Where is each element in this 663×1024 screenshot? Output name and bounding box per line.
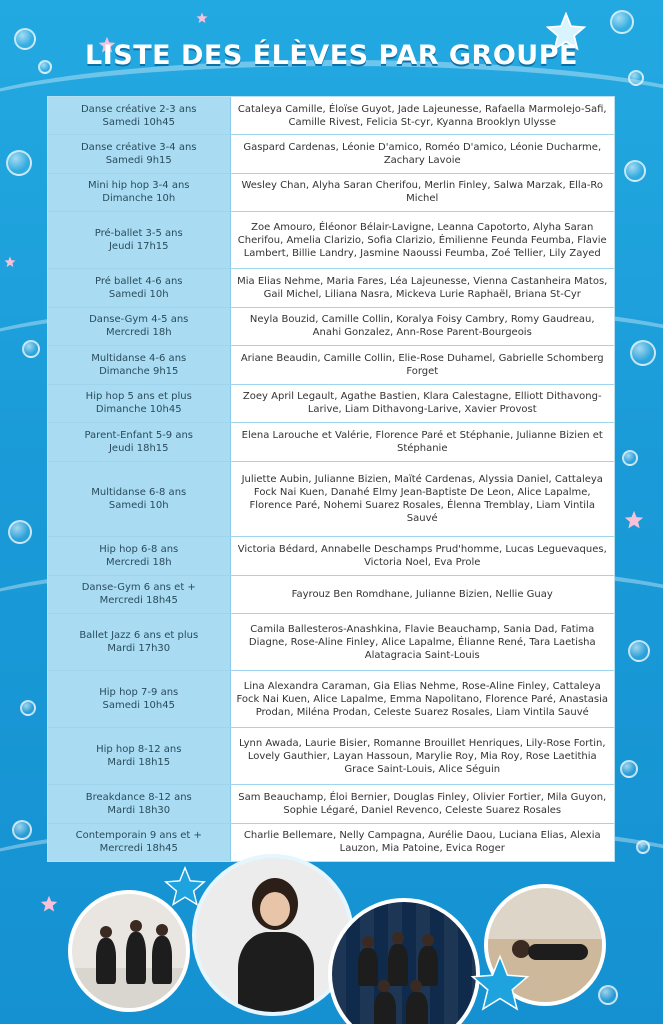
bubble-decoration: [20, 700, 36, 716]
group-name: Ballet Jazz 6 ans et plus: [79, 630, 199, 642]
group-name: Danse-Gym 6 ans et +: [81, 582, 196, 594]
group-schedule: Jeudi 17h15: [108, 241, 169, 253]
group-schedule: Samedi 10h45: [102, 116, 175, 128]
table-row: [48, 423, 614, 461]
table-row: [48, 728, 614, 785]
group-schedule: Samedi 10h45: [102, 700, 175, 712]
group-schedule: Mardi 18h30: [107, 804, 171, 816]
table-row: [48, 575, 614, 613]
students-cell: Mia Elias Nehme, Maria Fares, Léa Lajeunesse, Vienna Castanheira Matos, Gail Michel, Liliana Nasra, Mickeva Lurie Raphaël, Briana St-Cyr: [230, 269, 614, 307]
group-cell: [48, 575, 230, 613]
group-schedule: Samedi 10h: [108, 499, 169, 511]
table-row: [48, 823, 614, 861]
table-row: [48, 307, 614, 345]
table-row: [48, 461, 614, 537]
photo-collage: [0, 862, 663, 1024]
group-name: Hip hop 6-8 ans: [99, 543, 179, 555]
group-name: Hip hop 7-9 ans: [99, 687, 179, 699]
students-cell: Wesley Chan, Alyha Saran Cherifou, Merlin Finley, Salwa Marzak, Ella-Ro Michel: [230, 173, 614, 211]
table-row: [48, 269, 614, 307]
group-name: Multidanse 4-6 ans: [91, 352, 187, 364]
group-schedule: Mardi 17h30: [107, 643, 171, 655]
bubble-decoration: [622, 450, 638, 466]
students-cell: Juliette Aubin, Julianne Bizien, Maïté Cardenas, Alyssia Daniel, Cattaleya Fock Nai Kuen, Danahé Elmy Jean-Baptiste De Leon, Alice Lapalme, Florence Paré, Nohemi Suarez Rosales, Élenna Tremblay, Liam Vintila Sauvé: [230, 461, 614, 537]
pink-star-icon: [196, 12, 208, 24]
students-cell: Zoey April Legault, Agathe Bastien, Klara Calestagne, Elliott Dithavong-Larive, Liam Dithavong-Larive, Xavier Provost: [230, 384, 614, 422]
group-cell: [48, 346, 230, 384]
group-cell: [48, 307, 230, 345]
group-name: Pré ballet 4-6 ans: [94, 275, 183, 287]
students-cell: Sam Beauchamp, Éloi Bernier, Douglas Finley, Olivier Fortier, Mila Guyon, Sophie Légaré, Daniel Revenco, Celeste Suarez Rosales: [230, 785, 614, 823]
students-cell: Victoria Bédard, Annabelle Deschamps Prud'homme, Lucas Leguevaques, Victoria Noel, Eva Prole: [230, 537, 614, 575]
bubble-decoration: [22, 340, 40, 358]
pink-star-icon: [624, 510, 644, 530]
blue-star-icon: [470, 954, 530, 1014]
student-list-table: [47, 96, 615, 862]
group-name: Hip hop 8-12 ans: [96, 744, 182, 756]
students-cell: Cataleya Camille, Éloïse Guyot, Jade Lajeunesse, Rafaella Marmolejo-Safi, Camille Rivest, Felicia St-cyr, Kyanna Brooklyn Ulysse: [230, 97, 614, 135]
bubble-decoration: [630, 340, 656, 366]
group-name: Multidanse 6-8 ans: [91, 486, 187, 498]
group-name: Pré-ballet 3-5 ans: [94, 228, 183, 240]
group-cell: [48, 269, 230, 307]
group-schedule: Samedi 10h: [108, 288, 169, 300]
group-schedule: Mardi 18h15: [107, 757, 171, 769]
group-cell: [48, 614, 230, 671]
bubble-decoration: [8, 520, 32, 544]
group-schedule: Mercredi 18h: [105, 327, 172, 339]
students-cell: Neyla Bouzid, Camille Collin, Koralya Foisy Cambry, Romy Gaudreau, Anahi Gonzalez, Ann-Rose Parent-Bourgeois: [230, 307, 614, 345]
group-cell: [48, 97, 230, 135]
students-cell: Camila Ballesteros-Anashkina, Flavie Beauchamp, Sania Dad, Fatima Diagne, Rose-Aline Finley, Alice Lapalme, Élianne René, Tara Laetisha Alatagracia Saint-Louis: [230, 614, 614, 671]
students-cell: Lina Alexandra Caraman, Gia Elias Nehme, Rose-Aline Finley, Cattaleya Fock Nai Kuen, Alice Lapalme, Emma Napolitano, Florence Paré, Anastasia Prodan, Miléna Prodan, Celeste Suarez Rosales, Liam Vintila Sauvé: [230, 671, 614, 728]
dancers-group-photo: [68, 890, 190, 1012]
students-cell: Fayrouz Ben Romdhane, Julianne Bizien, Nellie Guay: [230, 575, 614, 613]
bubble-decoration: [628, 70, 644, 86]
blue-star-icon: [164, 866, 206, 908]
page-title: LISTE DES ÉLÈVES PAR GROUPE: [85, 40, 578, 71]
table-row: [48, 384, 614, 422]
group-cell: [48, 823, 230, 861]
group-schedule: Dimanche 9h15: [99, 365, 179, 377]
bubble-decoration: [620, 760, 638, 778]
group-cell: [48, 461, 230, 537]
group-name: Breakdance 8-12 ans: [85, 791, 192, 803]
group-cell: [48, 135, 230, 173]
group-schedule: Jeudi 18h15: [108, 442, 169, 454]
bubble-decoration: [6, 150, 32, 176]
group-cell: [48, 785, 230, 823]
students-cell: Charlie Bellemare, Nelly Campagna, Aurélie Daou, Luciana Elias, Alexia Lauzon, Mia Patoine, Evica Roger: [230, 823, 614, 861]
group-schedule: Mercredi 18h45: [99, 595, 178, 607]
group-schedule: Mercredi 18h: [105, 556, 172, 568]
group-schedule: Samedi 9h15: [105, 155, 172, 166]
group-schedule: Mercredi 18h45: [99, 843, 178, 855]
pink-star-icon: [4, 256, 16, 268]
group-cell: [48, 537, 230, 575]
bubble-decoration: [610, 10, 634, 34]
table-row: [48, 346, 614, 384]
group-cell: [48, 671, 230, 728]
group-cell: [48, 423, 230, 461]
group-name: Contemporain 9 ans et +: [75, 830, 202, 842]
group-name: Hip hop 5 ans et plus: [85, 391, 192, 403]
group-name: Mini hip hop 3-4 ans: [87, 180, 190, 192]
team-photo: [328, 898, 480, 1024]
bubble-decoration: [636, 840, 650, 854]
students-cell: Zoe Amouro, Éléonor Bélair-Lavigne, Leanna Capotorto, Alyha Saran Cherifou, Amelia Clarizio, Sofia Clarizio, Émilienne Feunda Feumba, Flavie Lambert, Billie Landry, Jasmine Naoussi Feumba, Zoé Tellier, Lily Zayed: [230, 212, 614, 269]
table-row: [48, 135, 614, 173]
students-cell: Lynn Awada, Laurie Bisier, Romanne Brouillet Henriques, Lily-Rose Fortin, Lovely Gauthier, Layan Hassoun, Marylie Roy, Mia Roy, Rose Laetithia Grace Saint-Louis, Alice Séguin: [230, 728, 614, 785]
bubble-decoration: [624, 160, 646, 182]
group-schedule: Dimanche 10h: [102, 193, 176, 205]
table-row: [48, 212, 614, 269]
group-cell: [48, 728, 230, 785]
group-cell: [48, 384, 230, 422]
group-name: Parent-Enfant 5-9 ans: [84, 429, 194, 441]
table-row: [48, 97, 614, 135]
table-row: [48, 614, 614, 671]
table-row: [48, 785, 614, 823]
students-cell: Gaspard Cardenas, Léonie D'amico, Roméo D'amico, Léonie Ducharme, Zachary Lavoie: [230, 135, 614, 173]
group-name: Danse créative 2-3 ans: [80, 103, 197, 115]
group-schedule: Dimanche 10h45: [95, 404, 182, 416]
group-cell: [48, 173, 230, 211]
table-row: [48, 671, 614, 728]
students-cell: Ariane Beaudin, Camille Collin, Elie-Rose Duhamel, Gabrielle Schomberg Forget: [230, 346, 614, 384]
students-cell: Elena Larouche et Valérie, Florence Paré et Stéphanie, Julianne Bizien et Stéphanie: [230, 423, 614, 461]
group-name: Danse créative 3-4 ans: [80, 142, 197, 153]
table-row: [48, 173, 614, 211]
table-body: [48, 97, 614, 861]
table-row: [48, 537, 614, 575]
bubble-decoration: [628, 640, 650, 662]
group-name: Danse-Gym 4-5 ans: [89, 314, 189, 326]
group-cell: [48, 212, 230, 269]
bubble-decoration: [12, 820, 32, 840]
